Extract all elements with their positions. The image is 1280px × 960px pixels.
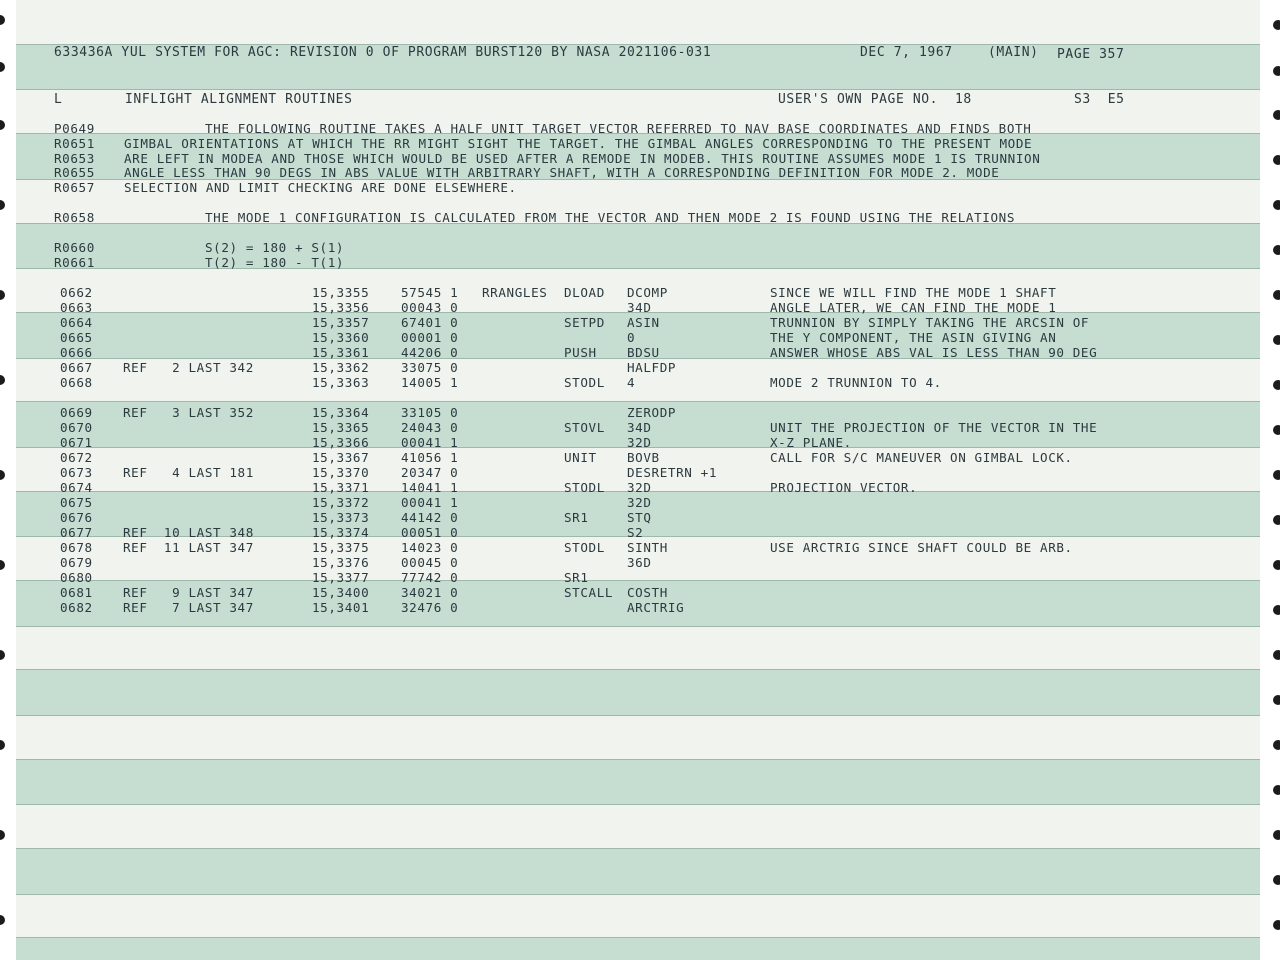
- code-word: 00045 0: [401, 555, 459, 570]
- remark-text: THE MODE 1 CONFIGURATION IS CALCULATED FROM THE VECTOR AND THEN MODE 2 IS FOUND USING THE RELATIONS: [205, 210, 1016, 225]
- remark-text: SELECTION AND LIMIT CHECKING ARE DONE ELSEWHERE.: [124, 180, 517, 195]
- code-operand: 32D: [627, 435, 652, 450]
- code-word: 34021 0: [401, 585, 459, 600]
- header-title: 633436A YUL SYSTEM FOR AGC: REVISION 0 OF PROGRAM BURST120 BY NASA 2021106-031: [54, 45, 712, 60]
- remark-text: ANGLE LESS THAN 90 DEGS IN ABS VALUE WITH ARBITRARY SHAFT, WITH A CORRESPONDING DEFINITION FOR MODE 2. MODE: [124, 165, 1000, 180]
- code-addr: 15,3377: [312, 570, 370, 585]
- code-ref: REF 2 LAST 342: [123, 360, 254, 375]
- code-word: 00041 1: [401, 495, 459, 510]
- code-operand: DESRETRN +1: [627, 465, 718, 480]
- code-seq: 0670: [60, 420, 93, 435]
- code-addr: 15,3355: [312, 285, 370, 300]
- code-word: 14041 1: [401, 480, 459, 495]
- code-seq: 0681: [60, 585, 93, 600]
- code-addr: 15,3366: [312, 435, 370, 450]
- code-addr: 15,3356: [312, 300, 370, 315]
- code-operand: BDSU: [627, 345, 660, 360]
- code-word: 41056 1: [401, 450, 459, 465]
- code-op: STOVL: [564, 420, 605, 435]
- code-ref: REF 7 LAST 347: [123, 600, 254, 615]
- code-op: DLOAD: [564, 285, 605, 300]
- code-ref: REF 9 LAST 347: [123, 585, 254, 600]
- green-band: [16, 223, 1260, 269]
- green-band: [16, 669, 1260, 716]
- remark-seq: P0649: [54, 121, 95, 136]
- code-ref: REF 3 LAST 352: [123, 405, 254, 420]
- code-ref: REF 10 LAST 348: [123, 525, 254, 540]
- code-operand: ASIN: [627, 315, 660, 330]
- code-comment: CALL FOR S/C MANEUVER ON GIMBAL LOCK.: [770, 450, 1073, 465]
- users-page-number: USER'S OWN PAGE NO. 18: [778, 92, 972, 107]
- code-comment: THE Y COMPONENT, THE ASIN GIVING AN: [770, 330, 1057, 345]
- remark-seq: R0661: [54, 255, 95, 270]
- code-operand: BOVB: [627, 450, 660, 465]
- remark-seq: R0660: [54, 240, 95, 255]
- l-mark: L: [54, 92, 63, 107]
- code-label: RRANGLES: [482, 285, 548, 300]
- code-word: 00041 1: [401, 435, 459, 450]
- code-op: SETPD: [564, 315, 605, 330]
- code-seq: 0679: [60, 555, 93, 570]
- code-addr: 15,3361: [312, 345, 370, 360]
- code-operand: 34D: [627, 300, 652, 315]
- section-title: INFLIGHT ALIGNMENT ROUTINES: [125, 92, 353, 107]
- remark-text: THE FOLLOWING ROUTINE TAKES A HALF UNIT TARGET VECTOR REFERRED TO NAV BASE COORDINATES AND FINDS BOTH: [205, 121, 1032, 136]
- code-addr: 15,3400: [312, 585, 370, 600]
- remark-seq: R0658: [54, 210, 95, 225]
- code-word: 00001 0: [401, 330, 459, 345]
- code-seq: 0674: [60, 480, 93, 495]
- s3-e5-mark: S3 E5: [1074, 92, 1125, 107]
- code-comment: TRUNNION BY SIMPLY TAKING THE ARCSIN OF: [770, 315, 1090, 330]
- code-word: 14023 0: [401, 540, 459, 555]
- code-op: STODL: [564, 540, 605, 555]
- code-operand: 4: [627, 375, 636, 390]
- code-addr: 15,3367: [312, 450, 370, 465]
- code-word: 32476 0: [401, 600, 459, 615]
- code-word: 44142 0: [401, 510, 459, 525]
- header-page: PAGE 357: [1057, 47, 1125, 62]
- code-word: 44206 0: [401, 345, 459, 360]
- code-addr: 15,3375: [312, 540, 370, 555]
- code-operand: 32D: [627, 495, 652, 510]
- code-comment: X-Z PLANE.: [770, 435, 852, 450]
- code-op: STCALL: [564, 585, 614, 600]
- code-operand: 32D: [627, 480, 652, 495]
- header-date: DEC 7, 1967: [860, 45, 953, 60]
- remark-text: ARE LEFT IN MODEA AND THOSE WHICH WOULD BE USED AFTER A REMODE IN MODEB. THIS ROUTINE ASSUMES MODE 1 IS TRUNNION: [124, 151, 1041, 166]
- code-operand: ZERODP: [627, 405, 677, 420]
- code-word: 67401 0: [401, 315, 459, 330]
- code-operand: ARCTRIG: [627, 600, 685, 615]
- remark-text: GIMBAL ORIENTATIONS AT WHICH THE RR MIGHT SIGHT THE TARGET. THE GIMBAL ANGLES CORRESPONDING TO THE PRESENT MODE: [124, 136, 1033, 151]
- code-addr: 15,3371: [312, 480, 370, 495]
- code-ref: REF 4 LAST 181: [123, 465, 254, 480]
- code-seq: 0671: [60, 435, 93, 450]
- code-addr: 15,3372: [312, 495, 370, 510]
- code-seq: 0676: [60, 510, 93, 525]
- code-seq: 0667: [60, 360, 93, 375]
- code-operand: HALFDP: [627, 360, 677, 375]
- code-seq: 0675: [60, 495, 93, 510]
- code-addr: 15,3401: [312, 600, 370, 615]
- green-band: [16, 937, 1260, 960]
- code-op: STODL: [564, 375, 605, 390]
- code-seq: 0664: [60, 315, 93, 330]
- code-comment: UNIT THE PROJECTION OF THE VECTOR IN THE: [770, 420, 1098, 435]
- code-comment: ANGLE LATER, WE CAN FIND THE MODE 1: [770, 300, 1057, 315]
- code-op: PUSH: [564, 345, 597, 360]
- remark-seq: R0655: [54, 165, 95, 180]
- code-addr: 15,3357: [312, 315, 370, 330]
- code-seq: 0662: [60, 285, 93, 300]
- code-seq: 0668: [60, 375, 93, 390]
- code-op: SR1: [564, 510, 589, 525]
- code-word: 77742 0: [401, 570, 459, 585]
- code-operand: 34D: [627, 420, 652, 435]
- header-main: (MAIN): [988, 45, 1039, 60]
- code-word: 33105 0: [401, 405, 459, 420]
- code-operand: S2: [627, 525, 644, 540]
- code-op: UNIT: [564, 450, 597, 465]
- code-addr: 15,3370: [312, 465, 370, 480]
- code-addr: 15,3374: [312, 525, 370, 540]
- code-word: 20347 0: [401, 465, 459, 480]
- code-operand: 36D: [627, 555, 652, 570]
- code-addr: 15,3360: [312, 330, 370, 345]
- code-operand: 0: [627, 330, 636, 345]
- code-seq: 0666: [60, 345, 93, 360]
- code-op: STODL: [564, 480, 605, 495]
- remark-text: S(2) = 180 + S(1): [205, 240, 345, 255]
- code-word: 33075 0: [401, 360, 459, 375]
- code-seq: 0663: [60, 300, 93, 315]
- code-seq: 0682: [60, 600, 93, 615]
- code-addr: 15,3364: [312, 405, 370, 420]
- code-seq: 0677: [60, 525, 93, 540]
- code-seq: 0673: [60, 465, 93, 480]
- remark-seq: R0653: [54, 151, 95, 166]
- code-addr: 15,3362: [312, 360, 370, 375]
- code-addr: 15,3365: [312, 420, 370, 435]
- code-ref: REF 11 LAST 347: [123, 540, 254, 555]
- code-seq: 0665: [60, 330, 93, 345]
- code-seq: 0669: [60, 405, 93, 420]
- green-band: [16, 759, 1260, 805]
- code-comment: USE ARCTRIG SINCE SHAFT COULD BE ARB.: [770, 540, 1073, 555]
- remark-seq: R0657: [54, 180, 95, 195]
- code-addr: 15,3373: [312, 510, 370, 525]
- code-seq: 0680: [60, 570, 93, 585]
- code-comment: PROJECTION VECTOR.: [770, 480, 918, 495]
- code-seq: 0678: [60, 540, 93, 555]
- code-op: SR1: [564, 570, 589, 585]
- code-word: 24043 0: [401, 420, 459, 435]
- code-word: 14005 1: [401, 375, 459, 390]
- remark-text: T(2) = 180 - T(1): [205, 255, 345, 270]
- code-addr: 15,3363: [312, 375, 370, 390]
- code-comment: MODE 2 TRUNNION TO 4.: [770, 375, 942, 390]
- code-operand: COSTH: [627, 585, 668, 600]
- green-band: [16, 848, 1260, 895]
- code-operand: DCOMP: [627, 285, 668, 300]
- code-addr: 15,3376: [312, 555, 370, 570]
- code-comment: SINCE WE WILL FIND THE MODE 1 SHAFT: [770, 285, 1057, 300]
- code-word: 00043 0: [401, 300, 459, 315]
- code-seq: 0672: [60, 450, 93, 465]
- code-operand: STQ: [627, 510, 652, 525]
- remark-seq: R0651: [54, 136, 95, 151]
- code-word: 00051 0: [401, 525, 459, 540]
- code-comment: ANSWER WHOSE ABS VAL IS LESS THAN 90 DEG: [770, 345, 1098, 360]
- code-word: 57545 1: [401, 285, 459, 300]
- code-operand: SINTH: [627, 540, 668, 555]
